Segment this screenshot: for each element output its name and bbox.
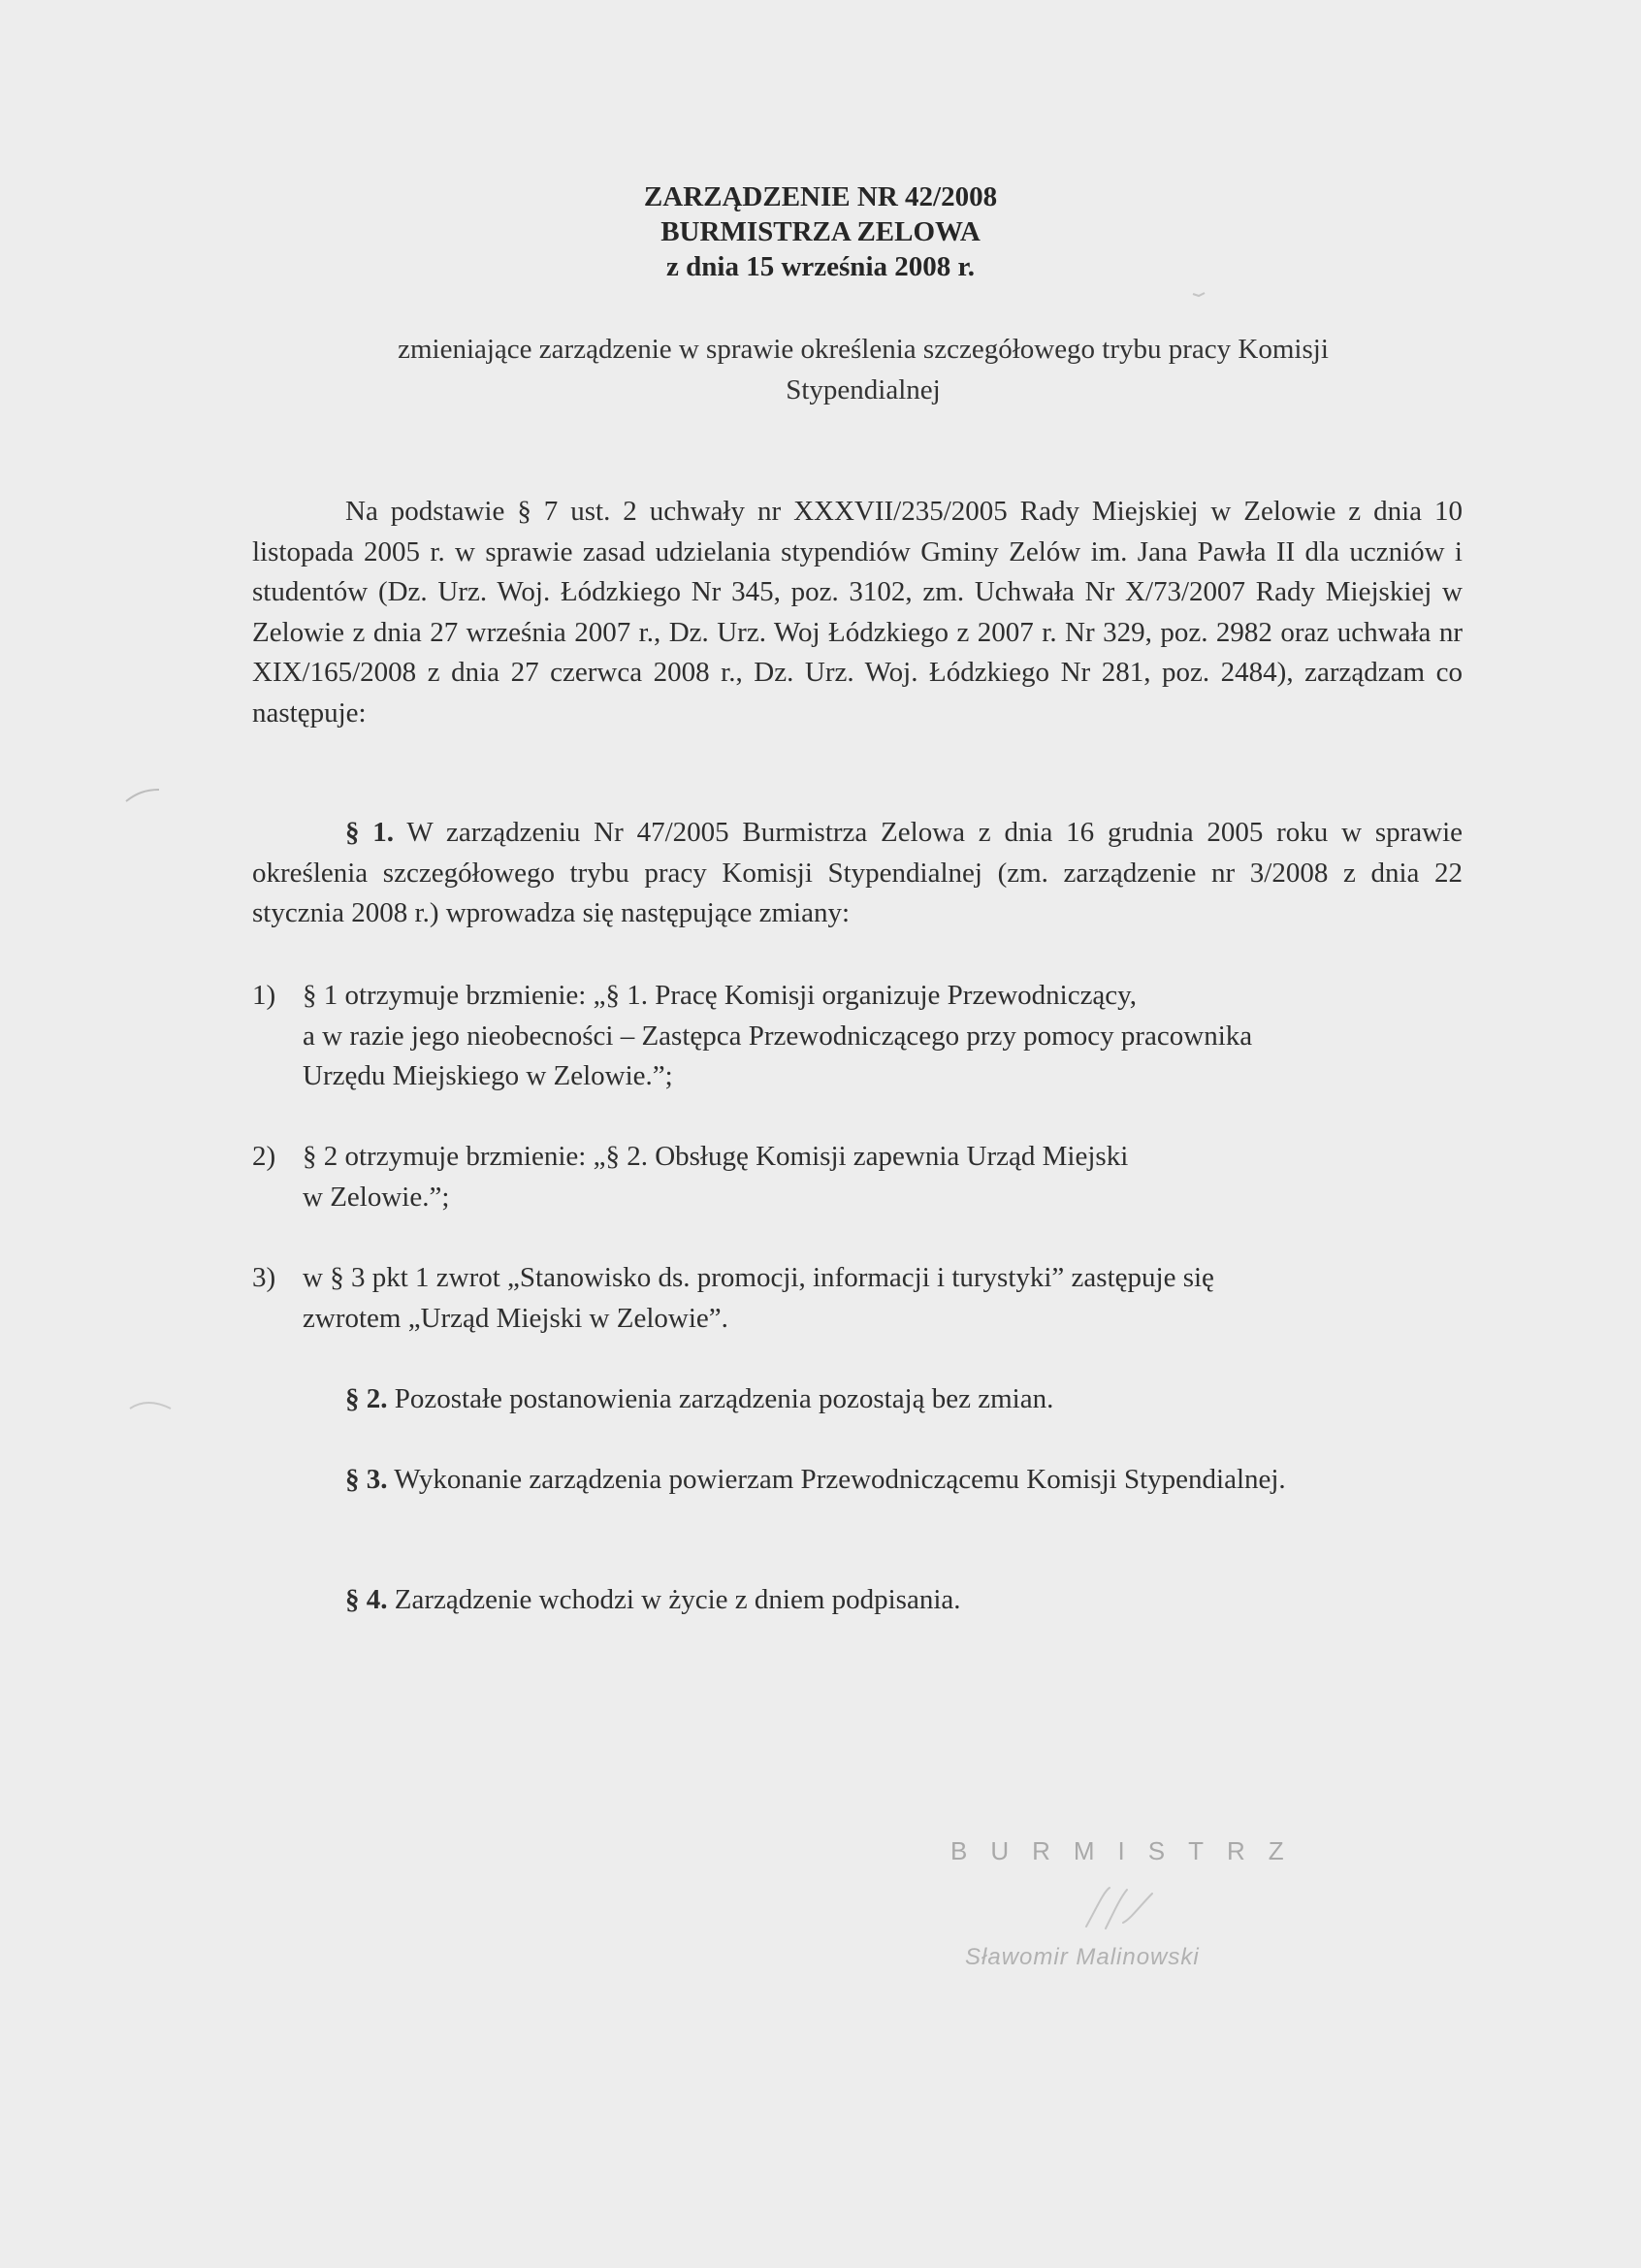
scan-speck-mark: [1191, 289, 1210, 299]
preamble-paragraph: Na podstawie § 7 ust. 2 uchwały nr XXXVII/235/2005 Rady Miejskiej w Zelowie z dnia 10 listopada 2005 r. w sprawie zasad udzielania stypendiów Gminy Zelów im. Jana Pawła II dla uczniów i studentów (Dz. Urz. Woj. Łódzkiego Nr 345, poz. 3102, zm. Uchwała Nr X/73/2007 Rady Miejskiej w Zelowie z dnia 27 września 2007 r., Dz. Urz. Woj Łódzkiego z 2007 r. Nr 329, poz. 2982 oraz uchwała nr XIX/165/2008 z dnia 27 czerwca 2008 r., Dz. Urz. Woj. Łódzkiego Nr 281, poz. 2484), zarządzam co następuje:: [252, 496, 1463, 729]
change-item-number: 1): [252, 980, 276, 1011]
section-4-label: § 4.: [345, 1584, 388, 1615]
change-item-continuation: zwrotem „Urząd Miejski w Zelowie”.: [303, 1302, 728, 1334]
document-subject-line1: zmieniające zarządzenie w sprawie określenia szczegółowego trybu pracy Komisji: [398, 334, 1329, 365]
section-1: [252, 813, 1463, 934]
section-2-label: § 2.: [345, 1383, 388, 1414]
signatory-name: Sławomir Malinowski: [965, 1944, 1200, 1970]
change-item-continuation: a w razie jego nieobecności – Zastępca Przewodniczącego przy pomocy pracownika Urzędu Miejskiego w Zelowie.”;: [303, 1020, 1253, 1091]
change-item-3: [252, 1258, 1338, 1339]
document-subject-line2: Stypendialnej: [786, 374, 941, 405]
section-1-text: W zarządzeniu Nr 47/2005 Burmistrza Zelowa z dnia 16 grudnia 2005 roku w sprawie określenia szczegółowego trybu pracy Komisji Stypendialnej (zm. zarządzenie nr 3/2008 z dnia 22 stycznia 2008 r.) wprowadza się następujące zmiany:: [252, 817, 1463, 928]
section-2-text: Pozostałe postanowienia zarządzenia pozostają bez zmian.: [394, 1383, 1054, 1414]
change-item-number: 3): [252, 1262, 276, 1293]
change-item-first-line: w § 3 pkt 1 zwrot „Stanowisko ds. promocji, informacji i turystyki” zastępuje się: [303, 1262, 1214, 1293]
signature-title: BURMISTRZ: [950, 1836, 1307, 1865]
section-3-text: Wykonanie zarządzenia powierzam Przewodniczącemu Komisji Stypendialnej.: [394, 1464, 1286, 1495]
change-item-2: [252, 1137, 1338, 1217]
section-4-text: Zarządzenie wchodzi w życie z dniem podpisania.: [394, 1584, 961, 1615]
section-1-label: § 1.: [345, 817, 395, 848]
document-title: ZARZĄDZENIE NR 42/2008: [643, 181, 998, 212]
change-item-1: [252, 976, 1338, 1097]
section-4: [252, 1580, 1463, 1621]
change-item-continuation: w Zelowie.”;: [303, 1181, 450, 1213]
change-item-first-line: § 1 otrzymuje brzmienie: „§ 1. Pracę Komisji organizuje Przewodniczący,: [303, 980, 1138, 1011]
section-3-label: § 3.: [345, 1464, 388, 1495]
section-2: [252, 1379, 1463, 1420]
scan-speck-mark: [126, 1397, 175, 1416]
handwritten-signature: [1077, 1880, 1164, 1938]
scan-speck-mark: [124, 786, 163, 805]
change-item-first-line: § 2 otrzymuje brzmienie: „§ 2. Obsługę Komisji zapewnia Urząd Miejski: [303, 1141, 1129, 1172]
section-3: [252, 1460, 1309, 1501]
document-date: z dnia 15 września 2008 r.: [666, 251, 975, 282]
change-item-number: 2): [252, 1141, 276, 1172]
document-issuer: BURMISTRZA ZELOWA: [660, 216, 981, 247]
